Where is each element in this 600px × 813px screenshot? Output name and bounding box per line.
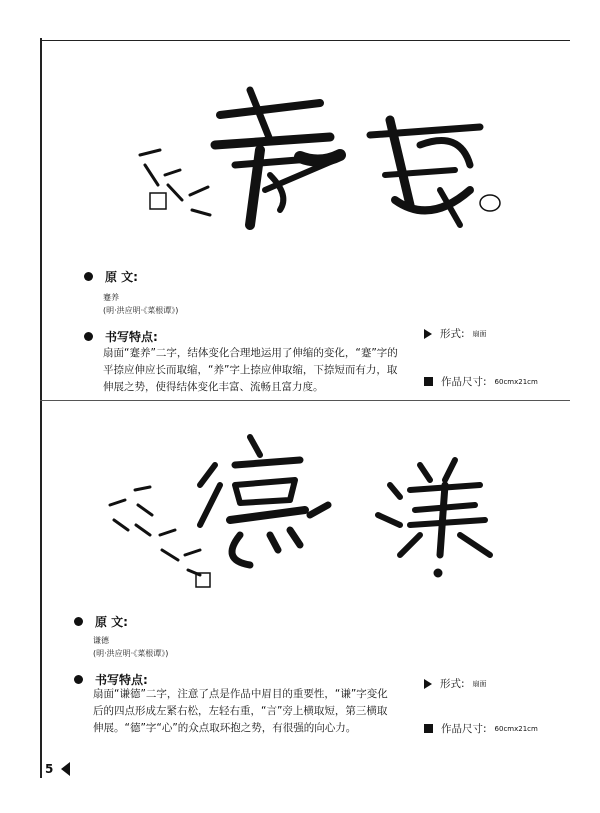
shuxie-heading-1: 书写特点: <box>84 328 158 345</box>
top-rule <box>40 40 570 41</box>
square-bullet-icon <box>424 724 433 733</box>
left-margin-rule <box>40 38 42 778</box>
calligraphy-artwork-2 <box>100 425 520 600</box>
source-citation-2: (明·洪应明·《菜根谭》) <box>93 649 169 658</box>
form-info-2: 形式: 扇面 <box>424 676 487 691</box>
size-info-2: 作品尺寸: 60cmx21cm <box>424 721 538 736</box>
yuanwen-heading-1: 原 文: <box>84 268 138 285</box>
triangle-bullet-icon <box>424 329 432 339</box>
left-arrow-icon <box>61 762 70 776</box>
bullet-icon <box>74 675 83 684</box>
section-divider <box>40 400 570 401</box>
description-1: 扇面“蹇养”二字，结体变化合理地运用了伸缩的变化，“蹇”字的平捺应伸应长而取缩，“养”字上捺应伸取缩，下捺短而有力，取伸展之势，使得结体变化丰富、流畅且富力度。 <box>103 347 398 393</box>
original-text-2: 谦德 <box>93 636 109 645</box>
shuxie-heading-2: 书写特点: <box>74 671 148 688</box>
description-2: 扇面“谦德”二字，注意了点是作品中眉目的重要性，“谦”字变化后的四点形成左紧右松，左轻右重，“言”旁上横取短，第三横取伸展。“德”字“心”的众点取环抱之势，有很强的向心力。 <box>93 688 388 734</box>
triangle-bullet-icon <box>424 679 432 689</box>
calligraphy-artwork-1 <box>120 75 520 250</box>
bullet-icon <box>84 332 93 341</box>
page-number: 5 <box>45 762 70 776</box>
size-info-1: 作品尺寸: 60cmx21cm <box>424 374 538 389</box>
square-bullet-icon <box>424 377 433 386</box>
original-text-1: 蹇养 <box>103 293 119 302</box>
form-info-1: 形式: 扇面 <box>424 326 487 341</box>
bullet-icon <box>84 272 93 281</box>
bullet-icon <box>74 617 83 626</box>
yuanwen-heading-2: 原 文: <box>74 613 128 630</box>
source-citation-1: (明·洪应明·《菜根谭》) <box>103 306 179 315</box>
